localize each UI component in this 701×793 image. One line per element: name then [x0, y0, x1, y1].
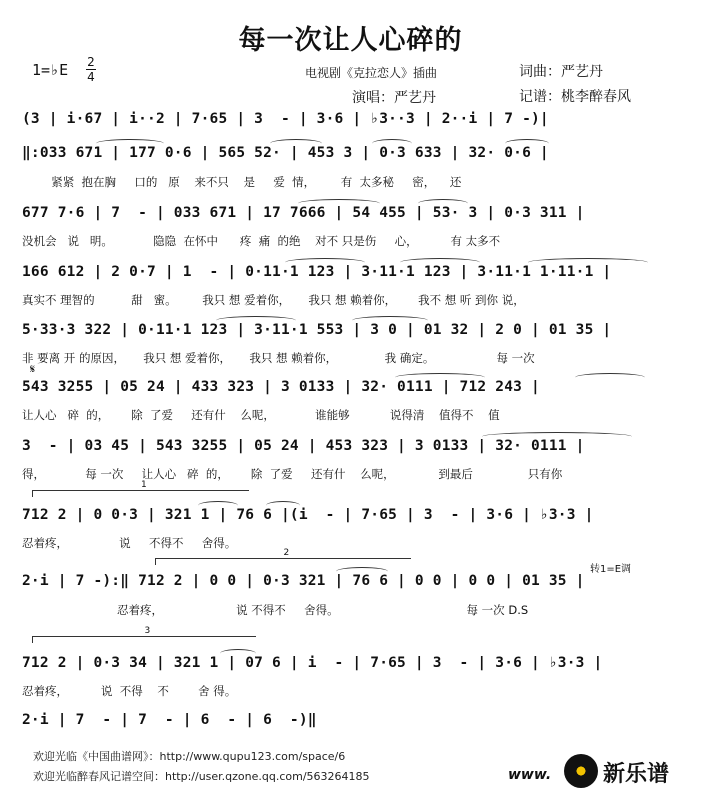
slur-mark: [285, 258, 365, 267]
singer-credit: 演唱：严艺丹: [352, 90, 436, 106]
lyric-line: 紧紧 抱在胸 口的 原 来不只 是 爱 情， 有 太多秘 密， 还: [22, 175, 462, 189]
record-disc-icon: [564, 754, 598, 788]
volta-bracket-3: [32, 626, 256, 643]
footer-link-qzone[interactable]: 欢迎光临醉春风记谱空间：http://user.qzone.qq.com/563264185: [33, 770, 370, 783]
lyric-line: 忍着疼， 说 不得不 舍得。 每 一次 D.S: [22, 603, 529, 617]
volta-number: 1: [141, 480, 147, 490]
lyric-line: 忍着疼， 说 不得 不 舍 得。: [22, 684, 237, 698]
slur-mark: [96, 139, 164, 148]
score-row: 543 3255 | 05 24 | 433 323 | 3 0133 | 32· 0111 | 712 243 |: [22, 379, 540, 395]
slur-mark: [482, 432, 632, 441]
modulation-mark: 转1=E调: [590, 564, 632, 575]
score-row-intro: (3 | i·67 | i··2 | 7·65 | 3 - | 3·6 | ♭3··3 | 2··i | 7 -)|: [22, 111, 549, 127]
score-row: ‖:033 671 | 177 0·6 | 565 52· | 453 3 | 0·3 633 | 32· 0·6 |: [22, 145, 549, 161]
slur-mark: [220, 649, 256, 658]
segno-sign: 𝄋: [30, 362, 36, 376]
slur-mark: [372, 139, 412, 148]
slur-mark: [528, 258, 648, 267]
watermark-text: www.: [508, 767, 552, 783]
time-signature: [86, 56, 96, 83]
lyric-line: 让人心 碎 的， 除 了爱 还有什 么呢， 谁能够 说得清 值得不 值: [22, 408, 500, 422]
slur-mark: [266, 501, 300, 510]
site-logo-text: 新乐谱: [603, 762, 670, 787]
slur-mark: [505, 139, 549, 148]
score-row: 712 2 | 0·3 34 | 321 1 | 07 6 | i - | 7·65 | 3 - | 3·6 | ♭3·3 |: [22, 655, 603, 671]
slur-mark: [270, 139, 322, 148]
key-signature: 1=♭E: [32, 61, 69, 79]
slur-mark: [418, 199, 468, 208]
score-row-ending: 2·i | 7 - | 7 - | 6 - | 6 -)‖: [22, 712, 317, 728]
time-signature-bottom: 4: [87, 70, 95, 84]
lyricist-credit: 词曲：严艺丹: [519, 64, 603, 80]
score-row: 2·i | 7 -):‖ 712 2 | 0 0 | 0·3 321 | 76 6 | 0 0 | 0 0 | 01 35 |: [22, 573, 585, 589]
lyric-line: 得， 每 一次 让人心 碎 的， 除 了爱 还有什 么呢， 到最后 只有你: [22, 467, 563, 481]
slur-mark: [352, 316, 428, 325]
score-row: 677 7·6 | 7 - | 033 671 | 17 7666 | 54 455 | 53· 3 | 0·3 311 |: [22, 205, 585, 221]
score-row: 3 - | 03 45 | 543 3255 | 05 24 | 453 323 | 3 0133 | 32· 0111 |: [22, 438, 585, 454]
volta-bracket-2: [155, 548, 411, 565]
volta-number: 2: [283, 548, 290, 558]
lyric-line: 没机会 说 明。 隐隐 在怀中 疼 痛 的绝 对不 只是伤 心， 有 太多不: [22, 234, 501, 248]
score-row: 5·33·3 322 | 0·11·1 123 | 3·11·1 553 | 3 0 | 01 32 | 2 0 | 01 35 |: [22, 322, 612, 338]
notator-credit: 记谱：桃李醉春风: [519, 89, 631, 105]
lyric-line: 真实不 理智的 甜 蜜。 我只 想 爱着你， 我只 想 赖着你， 我不 想 听 到你 说，: [22, 293, 525, 307]
slur-mark: [298, 199, 380, 208]
slur-mark: [400, 258, 480, 267]
time-signature-top: 2: [87, 55, 95, 69]
footer-link-qupu[interactable]: 欢迎光临《中国曲谱网》：http://www.qupu123.com/space/6: [33, 750, 346, 763]
lyric-line: 非 要离 开 的原因， 我只 想 爱着你， 我只 想 赖着你， 我 确定。 每 一次: [22, 351, 535, 365]
score-row: 166 612 | 2 0·7 | 1 - | 0·11·1 123 | 3·11·1 123 | 3·11·1 1·11·1 |: [22, 264, 612, 280]
subtitle: 电视剧《克拉恋人》插曲: [305, 66, 438, 80]
volta-bracket-1: [32, 480, 249, 497]
lyric-line: 忍着疼， 说 不得不 舍得。: [22, 536, 237, 550]
slur-mark: [395, 373, 485, 382]
score-row: 712 2 | 0 0·3 | 321 1 | 76 6 |(i - | 7·65 | 3 - | 3·6 | ♭3·3 |: [22, 507, 594, 523]
slur-mark: [198, 501, 238, 510]
song-title: 每一次让人心碎的: [238, 25, 463, 56]
slur-mark: [575, 373, 645, 382]
slur-mark: [336, 567, 388, 576]
slur-mark: [216, 316, 296, 325]
volta-number: 3: [144, 626, 151, 636]
